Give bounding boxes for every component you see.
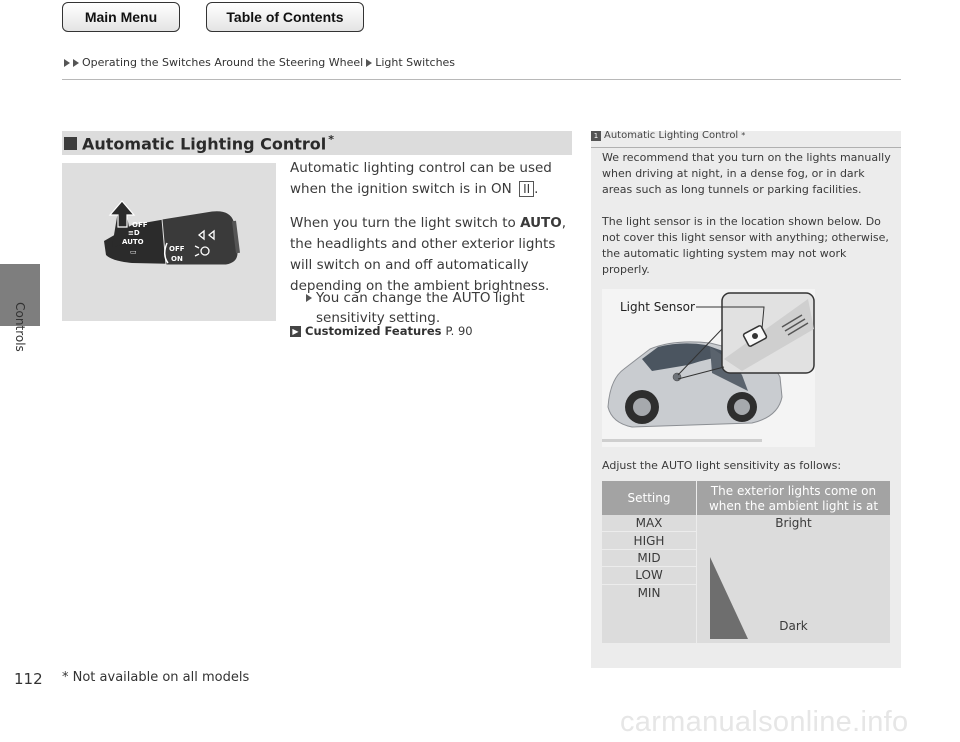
svg-text:AUTO: AUTO <box>122 238 144 246</box>
table-of-contents-button[interactable]: Table of Contents <box>206 2 364 32</box>
table-body <box>602 515 890 643</box>
table-row: LOW <box>602 567 696 584</box>
table-row: MID <box>602 550 696 567</box>
bright-label: Bright <box>775 516 812 530</box>
panel-divider <box>591 147 901 148</box>
table-header <box>602 481 890 515</box>
section-square-icon <box>64 137 77 150</box>
main-menu-button[interactable]: Main Menu <box>62 2 180 32</box>
light-switch-illustration <box>62 163 276 321</box>
note-text: Adjust the AUTO light sensitivity as follows: <box>602 459 842 472</box>
breadcrumb-item[interactable]: Operating the Switches Around the Steering Wheel <box>82 56 364 69</box>
svg-text:ON: ON <box>171 255 183 263</box>
watermark: carmanualsonline.info <box>620 706 909 738</box>
svg-text:OFF: OFF <box>169 245 185 253</box>
ambient-light-column <box>697 515 890 643</box>
table-row: HIGH <box>602 532 696 549</box>
light-sensor-photo <box>602 289 815 447</box>
breadcrumb-arrow-icon <box>73 59 79 67</box>
side-tab-label: Controls <box>13 302 27 352</box>
page-number: 112 <box>14 670 43 688</box>
cross-reference-link[interactable]: ▶ Customized Features P. 90 <box>290 324 473 338</box>
table-row: MAX <box>602 515 696 532</box>
paragraph: Automatic lighting control can be used when the ignition switch is in ON II . <box>290 160 552 197</box>
side-note-heading: 1 Automatic Lighting Control * <box>591 130 745 141</box>
breadcrumb-item[interactable]: Light Switches <box>375 56 456 69</box>
table-row: MIN <box>637 586 661 601</box>
svg-text:OFF: OFF <box>132 221 148 229</box>
svg-text:≡D: ≡D <box>128 229 140 237</box>
svg-text:▭: ▭ <box>130 248 137 256</box>
note-arrow-icon <box>306 294 312 302</box>
sub-note: You can change the AUTO light sensitivity setting. <box>306 288 576 328</box>
section-title: Automatic Lighting Control * <box>82 132 335 154</box>
light-switch-icon <box>62 163 276 321</box>
column-header-lights: The exterior lights come on when the ambient light is at <box>708 483 879 513</box>
sensitivity-table <box>602 481 890 643</box>
breadcrumb-arrow-icon <box>64 59 70 67</box>
breadcrumb <box>64 56 455 69</box>
note-text: The light sensor is in the location shown below. Do not cover this light sensor with anything; otherwise, the automatic lighting system may not work properly. <box>602 215 889 276</box>
header-divider <box>62 79 901 80</box>
note-text: We recommend that you turn on the lights manually when driving at night, in a dense fog, or in dark areas such as long tunnels or parking facilities. <box>602 151 891 196</box>
paragraph: When you turn the light switch to AUTO, the headlights and other exterior lights will switch on and off automatically depending on the ambient brightness. <box>290 215 567 294</box>
breadcrumb-arrow-icon <box>366 59 372 67</box>
note-number-icon: 1 <box>591 131 601 141</box>
reference-icon: ▶ <box>290 326 301 337</box>
footnote: * Not available on all models <box>62 670 250 685</box>
car-photo-illustration <box>602 289 815 447</box>
dark-label: Dark <box>779 619 808 633</box>
ignition-position-icon: II <box>519 181 534 197</box>
setting-column <box>602 515 697 643</box>
light-sensor-label: Light Sensor <box>620 300 695 314</box>
column-header-setting: Setting <box>602 481 697 515</box>
section-heading <box>62 131 572 155</box>
